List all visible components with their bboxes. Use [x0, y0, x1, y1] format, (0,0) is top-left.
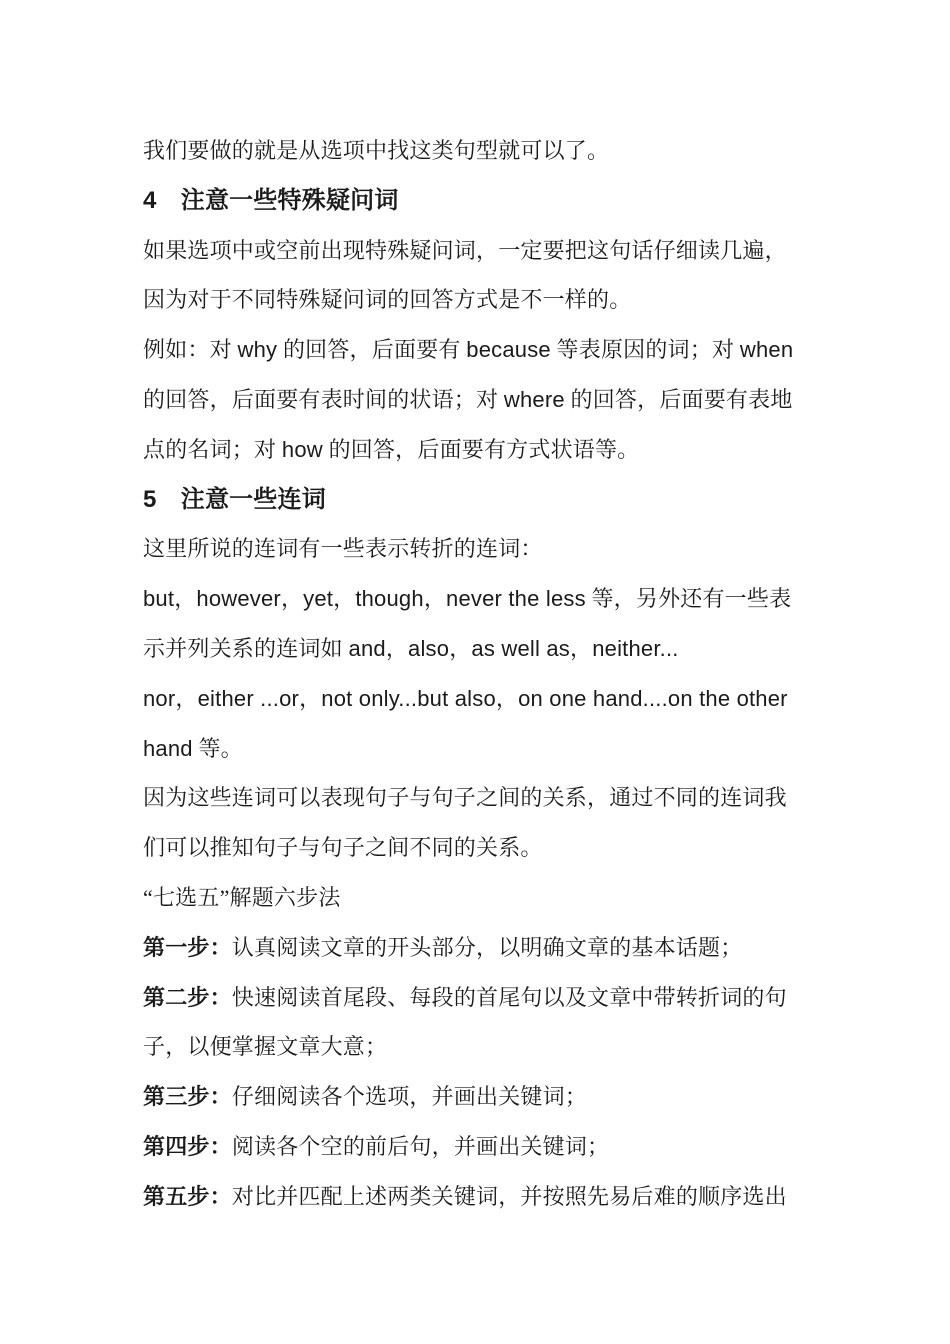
- latin-text-segment: never the less: [446, 586, 586, 612]
- latin-text-segment: also: [408, 635, 450, 661]
- latin-text-segment: where: [503, 386, 565, 412]
- text-line: [143, 624, 808, 674]
- cjk-text-segment: ，: [175, 685, 198, 711]
- latin-text-segment: 5: [143, 485, 157, 513]
- cjk-text-segment: 们可以推知句子与句子之间不同的关系。: [143, 835, 543, 861]
- cjk-text-segment: 等表原因的词；对: [550, 337, 740, 363]
- section-heading: [143, 176, 808, 226]
- cjk-text-segment: 第五步：: [143, 1183, 232, 1209]
- latin-text-segment: how: [281, 436, 323, 462]
- cjk-text-segment: 我们要做的就是从选项中找这类句型就可以了。: [143, 138, 610, 163]
- cjk-text-segment: ，: [333, 586, 356, 612]
- latin-text-segment: yet: [303, 586, 334, 612]
- latin-text-segment: why: [237, 337, 278, 363]
- cjk-text-segment: 的回答，后面要有表时间的状语；对: [143, 386, 504, 412]
- cjk-text-segment: 因为对于不同特殊疑问词的回答方式是不一样的。: [143, 287, 632, 313]
- cjk-text-segment: 快速阅读首尾段、每段的首尾句以及文章中带转折词的句: [231, 984, 787, 1010]
- cjk-text-segment: ，: [423, 586, 447, 612]
- text-line: [143, 425, 808, 475]
- cjk-text-segment: ，: [299, 685, 322, 711]
- cjk-text-segment: 例如：对: [143, 337, 238, 363]
- cjk-text-segment: ，: [280, 586, 304, 612]
- latin-text-segment: when: [739, 337, 794, 363]
- latin-text-segment: neither...: [592, 635, 679, 661]
- text-line: [143, 873, 808, 923]
- latin-text-segment: hand: [143, 735, 193, 761]
- section-heading: [143, 475, 808, 525]
- cjk-text-segment: ，: [449, 635, 472, 661]
- latin-text-segment: on one hand....on the other: [518, 685, 788, 711]
- cjk-text-segment: ，: [495, 685, 519, 711]
- latin-text-segment: because: [466, 337, 551, 363]
- cjk-text-segment: “七选五”解题六步法: [143, 884, 341, 910]
- cjk-text-segment: 第二步：: [143, 984, 232, 1010]
- text-line: [143, 275, 808, 325]
- text-line: [143, 524, 808, 574]
- text-line: [143, 724, 808, 774]
- text-line: [143, 574, 808, 624]
- text-line: [143, 674, 808, 724]
- cjk-text-segment: 如果选项中或空前出现特殊疑问词，一定要把这句话仔细读几遍，: [143, 237, 787, 263]
- cjk-text-segment: 注意一些特殊疑问词: [156, 187, 399, 214]
- step-item: [143, 973, 808, 1023]
- cjk-text-segment: 点的名词；对: [143, 436, 282, 462]
- text-line: [143, 773, 808, 823]
- cjk-text-segment: 注意一些连词: [156, 486, 326, 513]
- cjk-text-segment: 的回答，后面要有表地: [564, 386, 793, 412]
- text-line: [143, 375, 808, 425]
- step-item: [143, 1172, 808, 1222]
- latin-text-segment: and: [348, 635, 386, 661]
- text-line: [143, 126, 808, 176]
- cjk-text-segment: 子，以便掌握文章大意；: [143, 1034, 388, 1060]
- cjk-text-segment: 的回答，后面要有方式状语等。: [322, 436, 640, 462]
- cjk-text-segment: ，: [385, 635, 409, 661]
- text-line: [143, 823, 808, 873]
- cjk-text-segment: 这里所说的连词有一些表示转折的连词：: [143, 536, 543, 562]
- cjk-text-segment: 因为这些连词可以表现句子与句子之间的关系，通过不同的连词我: [143, 785, 787, 811]
- cjk-text-segment: 等。: [192, 735, 243, 761]
- latin-text-segment: nor: [143, 685, 176, 711]
- latin-text-segment: not only...but also: [321, 685, 496, 711]
- cjk-text-segment: 认真阅读文章的开头部分，以明确文章的基本话题；: [231, 934, 743, 960]
- cjk-text-segment: 等，另外还有一些表: [585, 586, 792, 612]
- step-item: [143, 1072, 808, 1122]
- text-line: [143, 226, 808, 276]
- text-line: [143, 1022, 808, 1072]
- document-body: [143, 126, 808, 1222]
- latin-text-segment: 4: [143, 186, 157, 214]
- latin-text-segment: however: [196, 586, 281, 612]
- cjk-text-segment: 的回答，后面要有: [277, 337, 467, 363]
- cjk-text-segment: ，: [174, 586, 197, 612]
- cjk-text-segment: 仔细阅读各个选项，并画出关键词；: [231, 1084, 588, 1110]
- latin-text-segment: but: [143, 586, 175, 612]
- latin-text-segment: either ...or: [197, 685, 300, 711]
- step-item: [143, 1122, 808, 1172]
- cjk-text-segment: ，: [570, 635, 593, 661]
- step-item: [143, 923, 808, 973]
- cjk-text-segment: 对比并匹配上述两类关键词，并按照先易后难的顺序选出: [231, 1183, 787, 1209]
- cjk-text-segment: 第一步：: [143, 934, 232, 960]
- text-line: [143, 325, 808, 375]
- cjk-text-segment: 阅读各个空的前后句，并画出关键词；: [231, 1133, 610, 1159]
- latin-text-segment: as well as: [471, 635, 570, 661]
- cjk-text-segment: 第三步：: [143, 1084, 232, 1110]
- latin-text-segment: though: [355, 586, 424, 612]
- cjk-text-segment: 第四步：: [143, 1133, 232, 1159]
- cjk-text-segment: 示并列关系的连词如: [143, 635, 349, 661]
